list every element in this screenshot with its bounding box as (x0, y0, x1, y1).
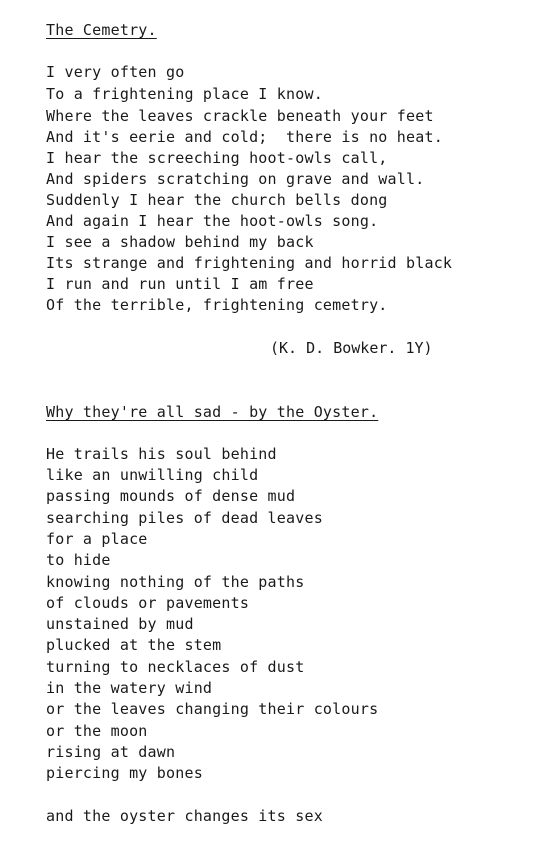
poem-2-line: or the moon (46, 722, 148, 740)
poem-1-line: To a frightening place I know. (46, 85, 323, 103)
poem-1-line: And it's eerie and cold; there is no heat. (46, 128, 443, 146)
poem-2-line: or the leaves changing their colours (46, 700, 379, 718)
poem-1-line: Its strange and frightening and horrid black (46, 254, 453, 272)
poem-2-line: searching piles of dead leaves (46, 509, 323, 527)
poem-2-title: Why they're all sad - by the Oyster. (46, 403, 379, 421)
poem-2-line: to hide (46, 551, 111, 569)
poem-2-line: like an unwilling child (46, 466, 259, 484)
poem-1-title: The Cemetry. (46, 21, 157, 39)
poem-2-line: passing mounds of dense mud (46, 487, 296, 505)
poem-1-line: Where the leaves crackle beneath your feet (46, 107, 434, 125)
poem-1-line: And again I hear the hoot-owls song. (46, 212, 379, 230)
poem-1-line: I run and run until I am free (46, 275, 314, 293)
poem-1-line: Suddenly I hear the church bells dong (46, 191, 388, 209)
poem-2-line: unstained by mud (46, 615, 194, 633)
poem-1-line: Of the terrible, frightening cemetry. (46, 296, 388, 314)
poem-2-closing-line: and the oyster changes its sex (46, 807, 323, 825)
poem-2-line: plucked at the stem (46, 636, 222, 654)
poem-2-line: in the watery wind (46, 679, 213, 697)
poem-2-line: for a place (46, 530, 148, 548)
poem-1-line: I see a shadow behind my back (46, 233, 314, 251)
poem-2-line: of clouds or pavements (46, 594, 250, 612)
poem-2-line: knowing nothing of the paths (46, 573, 305, 591)
poem-2-line: He trails his soul behind (46, 445, 277, 463)
poem-2-line: piercing my bones (46, 764, 203, 782)
poem-1-line: I hear the screeching hoot-owls call, (46, 149, 388, 167)
poem-2-line: rising at dawn (46, 743, 176, 761)
poem-1-line: And spiders scratching on grave and wall. (46, 170, 425, 188)
poem-2-line: turning to necklaces of dust (46, 658, 305, 676)
poem-1-credit: (K. D. Bowker. 1Y) (270, 339, 433, 357)
poem-1-line: I very often go (46, 63, 185, 81)
